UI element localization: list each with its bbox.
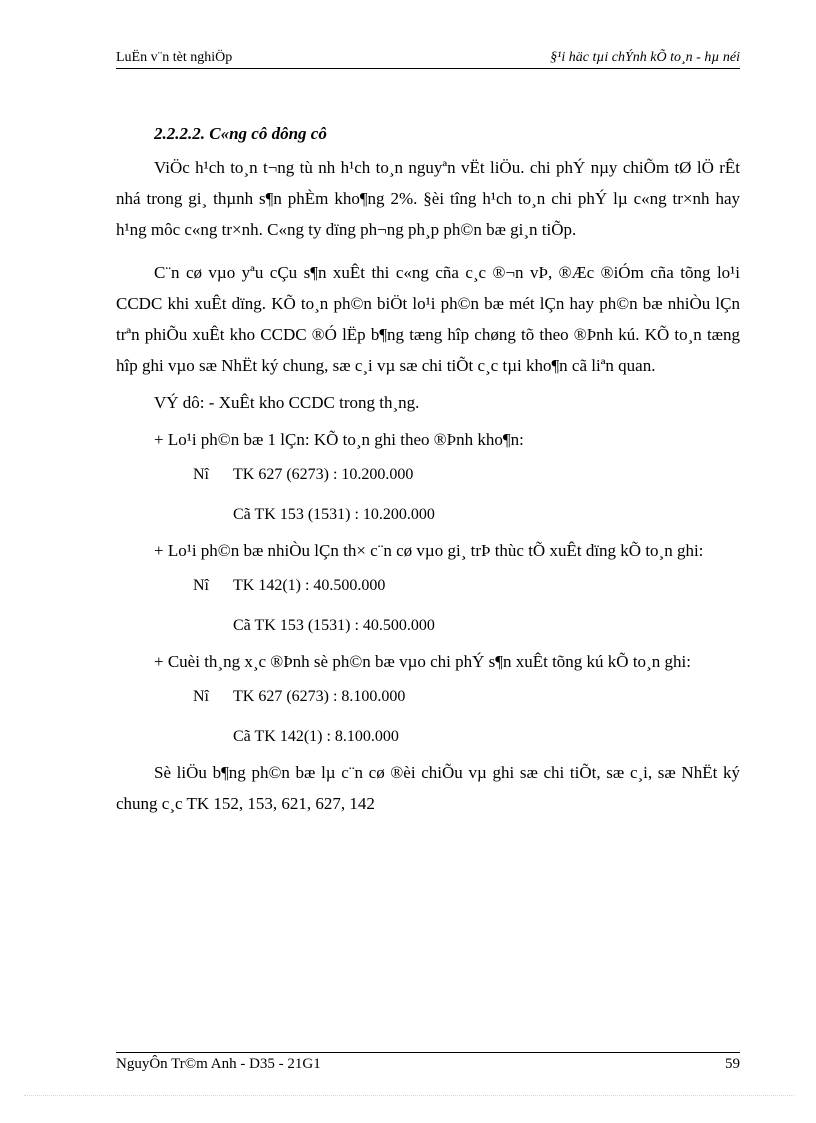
debit-value: TK 627 (6273) : 10.200.000	[233, 466, 414, 483]
credit-line	[193, 495, 740, 535]
paragraph-example: VÝ dô: - XuÊt kho CCDC trong th¸ng.	[154, 393, 420, 412]
section-heading: 2.2.2.2. C«ng cô dông cô	[154, 124, 327, 143]
header-university: §¹i häc tµi chÝnh kÕ to¸n - hµ néi	[550, 50, 740, 65]
journal-entry-3	[193, 677, 740, 757]
page-header	[116, 48, 740, 69]
debit-line	[193, 455, 740, 495]
paragraph-multi-allocation: + Lo¹i ph©n bæ nhiÒu lÇn th× c¨n cø vµo gi¸ trÞ thùc tÕ xuÊt dïng kÕ to¸n ghi:	[154, 541, 704, 560]
paragraph-one-time-allocation: + Lo¹i ph©n bæ 1 lÇn: KÕ to¸n ghi theo ®Þnh kho¶n:	[154, 430, 524, 449]
credit-line	[193, 606, 740, 646]
page-footer	[116, 1052, 740, 1072]
paragraph-basis: C¨n cø vµo yªu cÇu s¶n xuÊt thi c«ng cña c¸c ®¬n vÞ, ®Æc ®iÓm cña tõng lo¹i CCDC khi xuÊt dïng. KÕ to¸n ph©n biÖt lo¹i ph©n bæ mét lÇn hay ph©n bæ nhiÒu lÇn trªn phiÕu xuÊt kho CCDC ®Ó lËp b¶ng tæng hîp chøng tõ theo ®Þnh kú. KÕ to¸n tæng hîp ghi vµo sæ NhËt ký chung, sæ c¸i vµ sæ chi tiÕt c¸c tµi kho¶n cã liªn quan.	[116, 263, 740, 375]
journal-entry-2	[193, 566, 740, 646]
paragraph-intro: ViÖc h¹ch to¸n t¬ng tù nh h¹ch to¸n nguyªn vËt liÖu. chi phÝ nµy chiÕm tØ lÖ rÊt nhá trong gi¸ thµnh s¶n phÈm kho¶ng 2%. §èi tîng h¹ch to¸n chi phÝ lµ c«ng tr×nh hay h¹ng môc c«ng tr×nh. C«ng ty dïng ph¬ng ph¸p ph©n bæ gi¸n tiÕp.	[116, 158, 740, 239]
credit-value: Cã TK 153 (1531) : 40.500.000	[233, 617, 435, 634]
journal-entry-1	[193, 455, 740, 535]
page-bottom-divider	[24, 1095, 794, 1096]
header-thesis-title: LuËn v¨n tèt nghiÖp	[116, 50, 233, 65]
debit-line	[193, 566, 740, 606]
credit-line	[193, 717, 740, 757]
debit-label: Nî	[193, 688, 209, 705]
paragraph-month-end: + Cuèi th¸ng x¸c ®Þnh sè ph©n bæ vµo chi phÝ s¶n xuÊt tõng kú kÕ to¸n ghi:	[154, 652, 691, 671]
debit-value: TK 142(1) : 40.500.000	[233, 577, 386, 594]
debit-line	[193, 677, 740, 717]
debit-label: Nî	[193, 466, 209, 483]
footer-author: NguyÔn Tr©m Anh - D35 - 21G1	[116, 1056, 321, 1072]
credit-value: Cã TK 142(1) : 8.100.000	[233, 728, 399, 745]
paragraph-closing: Sè liÖu b¶ng ph©n bæ lµ c¨n cø ®èi chiÕu vµ ghi sæ chi tiÕt, sæ c¸i, sæ NhËt ký chung c¸c TK 152, 153, 621, 627, 142	[116, 763, 740, 813]
page-number: 59	[725, 1056, 740, 1072]
debit-label: Nî	[193, 577, 209, 594]
page-body	[116, 122, 740, 819]
credit-value: Cã TK 153 (1531) : 10.200.000	[233, 506, 435, 523]
debit-value: TK 627 (6273) : 8.100.000	[233, 688, 406, 705]
